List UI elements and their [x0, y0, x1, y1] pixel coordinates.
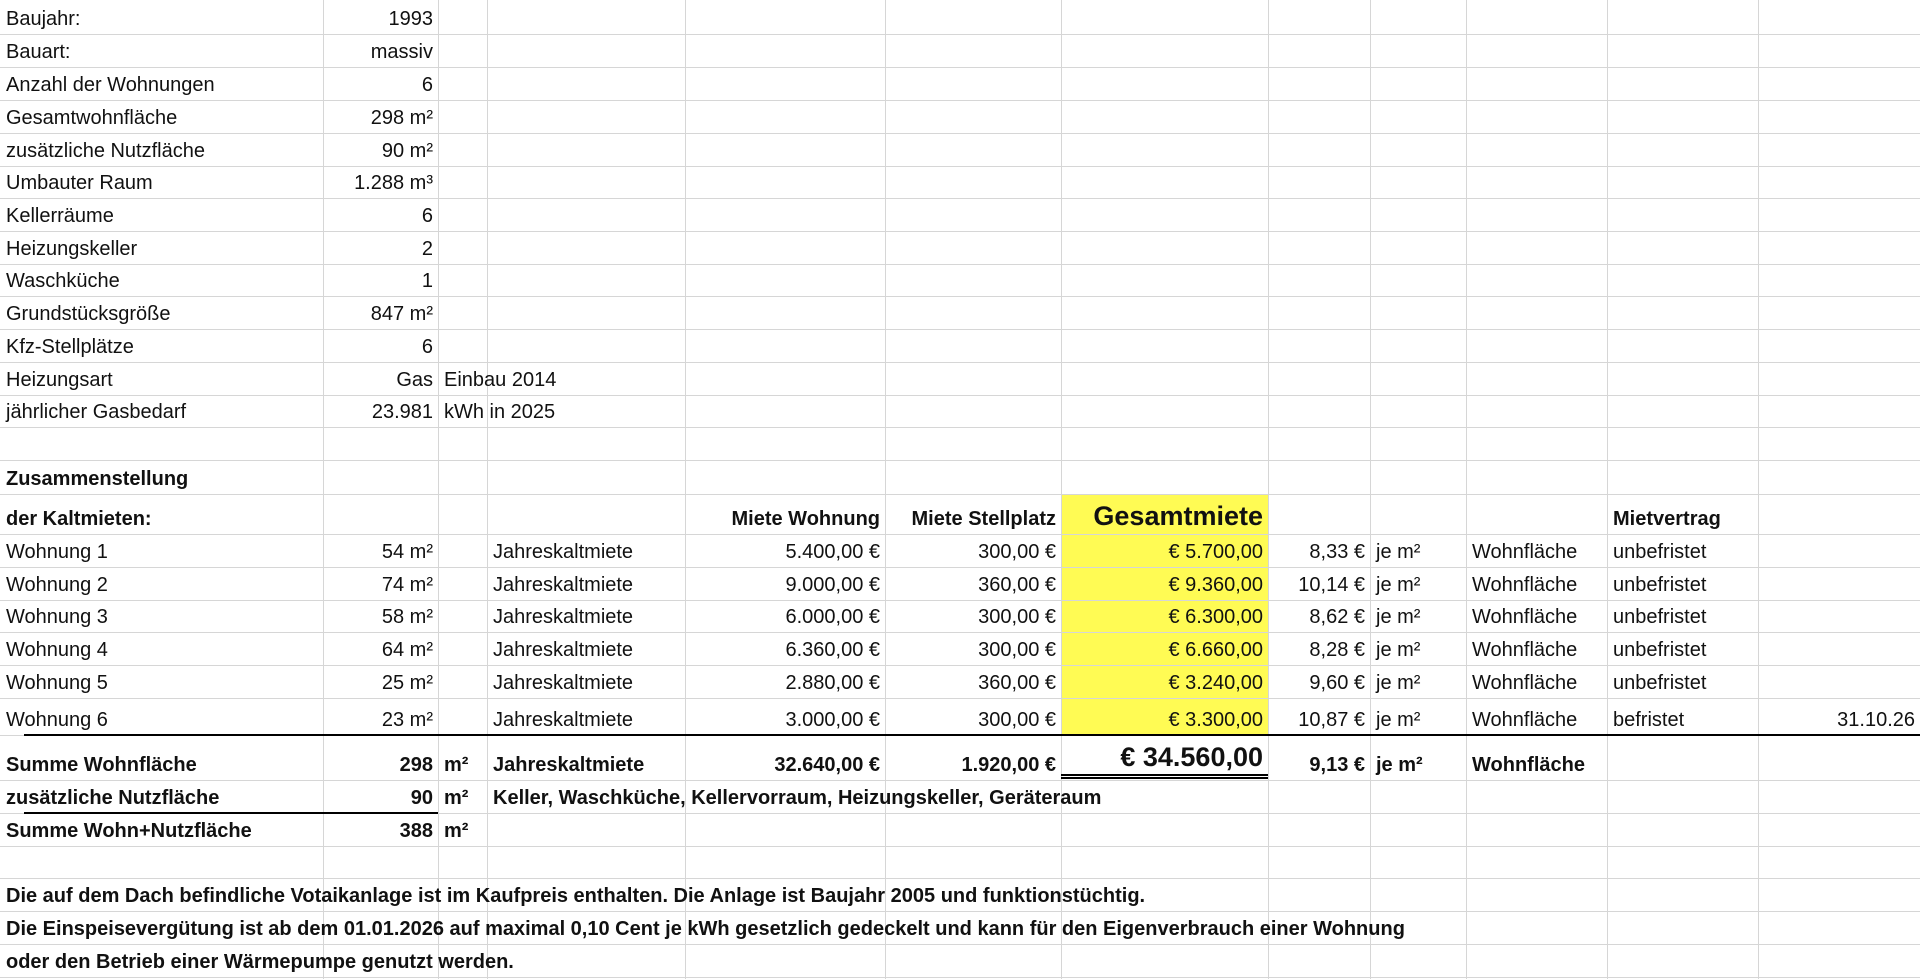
property-label: Grundstücksgröße — [6, 303, 171, 325]
grid-row-line — [0, 427, 1920, 428]
unit-per-sqm: 8,33 € — [1309, 541, 1365, 563]
grid-column-line — [1268, 0, 1269, 979]
unit-area: 64 m² — [381, 639, 433, 661]
unit-rent: 6.360,00 € — [785, 639, 880, 661]
unit-total: € 5.700,00 — [1168, 541, 1263, 563]
property-value: 90 m² — [381, 140, 433, 162]
grid-row-line — [0, 780, 1920, 781]
property-label: Baujahr: — [6, 8, 81, 30]
unit-per-sqm: 10,87 € — [1298, 709, 1365, 731]
grid-row-line — [0, 698, 1920, 699]
unit-rent: 2.880,00 € — [785, 672, 880, 694]
property-label: Kfz-Stellplätze — [6, 336, 134, 358]
unit-end-date: 31.10.26 — [1837, 709, 1915, 731]
totals-separator-line — [24, 734, 1920, 736]
summary-subtitle: der Kaltmieten: — [6, 508, 152, 530]
unit-total: € 6.300,00 — [1168, 606, 1263, 628]
property-value: massiv — [370, 41, 433, 63]
grid-row-line — [0, 494, 1920, 495]
property-value: 847 m² — [370, 303, 433, 325]
combined-area-label: Summe Wohn+Nutzfläche — [6, 820, 252, 842]
unit-contract: unbefristet — [1613, 606, 1707, 628]
extra-area-description: Keller, Waschküche, Kellervorraum, Heizungskeller, Geräteraum — [493, 787, 1102, 809]
unit-contract: unbefristet — [1613, 672, 1707, 694]
grid-row-line — [0, 395, 1920, 396]
property-value: 6 — [421, 74, 433, 96]
unit-rent: 5.400,00 € — [785, 541, 880, 563]
totals-basis: Wohnfläche — [1472, 754, 1585, 776]
unit-parking: 300,00 € — [978, 639, 1056, 661]
grid-column-line — [438, 0, 439, 979]
grid-row-line — [0, 100, 1920, 101]
grid-row-line — [0, 567, 1920, 568]
extra-area-unit: m² — [444, 787, 469, 809]
property-label: jährlicher Gasbedarf — [6, 401, 187, 423]
unit-parking: 300,00 € — [978, 606, 1056, 628]
grid-row-line — [0, 34, 1920, 35]
totals-area-unit: m² — [444, 754, 469, 776]
unit-basis: Wohnfläche — [1472, 606, 1578, 628]
property-label: Waschküche — [6, 270, 120, 292]
combined-separator-line — [24, 812, 438, 814]
unit-basis: Wohnfläche — [1472, 541, 1578, 563]
grid-row-line — [0, 166, 1920, 167]
totals-area: 298 — [399, 754, 433, 776]
property-value: 1993 — [388, 8, 433, 30]
unit-per-sqm-unit: je m² — [1376, 541, 1421, 563]
combined-area-value: 388 — [399, 820, 433, 842]
property-value: 1.288 m³ — [354, 172, 433, 194]
unit-per-sqm: 8,28 € — [1309, 639, 1365, 661]
unit-per-sqm-unit: je m² — [1376, 672, 1421, 694]
unit-total: € 6.660,00 — [1168, 639, 1263, 661]
totals-parking: 1.920,00 € — [961, 754, 1056, 776]
unit-per-sqm: 9,60 € — [1309, 672, 1365, 694]
summary-title: Zusammenstellung — [6, 468, 189, 490]
totals-per-sqm: 9,13 € — [1309, 754, 1365, 776]
property-label: Anzahl der Wohnungen — [6, 74, 215, 96]
header-miete-wohnung: Miete Wohnung — [731, 508, 880, 530]
totals-total: € 34.560,00 — [1120, 742, 1263, 772]
unit-area: 23 m² — [381, 709, 433, 731]
combined-area-unit: m² — [444, 820, 469, 842]
unit-total: € 3.240,00 — [1168, 672, 1263, 694]
property-label: Bauart: — [6, 41, 71, 63]
unit-name: Wohnung 5 — [6, 672, 108, 694]
unit-rent-type: Jahreskaltmiete — [493, 672, 634, 694]
grid-row-line — [0, 296, 1920, 297]
grid-row-line — [0, 911, 1920, 912]
grid-column-line — [1370, 0, 1371, 979]
totals-per-sqm-unit: je m² — [1376, 754, 1423, 776]
unit-per-sqm-unit: je m² — [1376, 709, 1421, 731]
unit-per-sqm-unit: je m² — [1376, 639, 1421, 661]
property-value: 298 m² — [370, 107, 433, 129]
grid-column-line — [487, 0, 488, 979]
unit-basis: Wohnfläche — [1472, 574, 1578, 596]
unit-contract: befristet — [1613, 709, 1685, 731]
header-gesamtmiete: Gesamtmiete — [1093, 501, 1263, 531]
totals-rent: 32.640,00 € — [774, 754, 880, 776]
unit-name: Wohnung 1 — [6, 541, 108, 563]
unit-rent-type: Jahreskaltmiete — [493, 606, 634, 628]
grid-row-line — [0, 198, 1920, 199]
property-label: zusätzliche Nutzfläche — [6, 140, 205, 162]
unit-parking: 360,00 € — [978, 672, 1056, 694]
totals-label: Summe Wohnfläche — [6, 754, 197, 776]
unit-name: Wohnung 3 — [6, 606, 108, 628]
grid-row-line — [0, 329, 1920, 330]
property-label: Umbauter Raum — [6, 172, 153, 194]
unit-rent: 9.000,00 € — [785, 574, 880, 596]
unit-basis: Wohnfläche — [1472, 672, 1578, 694]
unit-name: Wohnung 4 — [6, 639, 108, 661]
grid-row-line — [0, 665, 1920, 666]
note-line: oder den Betrieb einer Wärmepumpe genutzt werden. — [6, 951, 514, 973]
unit-per-sqm-unit: je m² — [1376, 606, 1421, 628]
property-label: Heizungskeller — [6, 238, 138, 260]
grid-column-line — [885, 0, 886, 979]
unit-rent-type: Jahreskaltmiete — [493, 709, 634, 731]
property-value: 1 — [421, 270, 433, 292]
grid-row-line — [0, 231, 1920, 232]
unit-rent-type: Jahreskaltmiete — [493, 574, 634, 596]
unit-rent: 3.000,00 € — [785, 709, 880, 731]
grid-row-line — [0, 67, 1920, 68]
grid-row-line — [0, 600, 1920, 601]
unit-parking: 360,00 € — [978, 574, 1056, 596]
totals-rent-type: Jahreskaltmiete — [493, 754, 645, 776]
grid-row-line — [0, 878, 1920, 879]
property-value: 6 — [421, 336, 433, 358]
unit-per-sqm: 10,14 € — [1298, 574, 1365, 596]
property-label: Kellerräume — [6, 205, 114, 227]
note-line: Die auf dem Dach befindliche Votaikanlage ist im Kaufpreis enthalten. Die Anlage ist Baujahr 2005 und funktionstüchtig. — [6, 885, 1146, 907]
unit-contract: unbefristet — [1613, 541, 1707, 563]
grid-row-line — [0, 362, 1920, 363]
property-value: 6 — [421, 205, 433, 227]
header-miete-stellplatz: Miete Stellplatz — [911, 508, 1056, 530]
unit-parking: 300,00 € — [978, 709, 1056, 731]
property-extra: kWh in 2025 — [444, 401, 556, 423]
unit-rent-type: Jahreskaltmiete — [493, 541, 634, 563]
unit-basis: Wohnfläche — [1472, 709, 1578, 731]
property-label: Gesamtwohnfläche — [6, 107, 178, 129]
grid-column-line — [1758, 0, 1759, 979]
unit-area: 58 m² — [381, 606, 433, 628]
grand-total-double-underline — [1061, 774, 1268, 779]
grid-row-line — [0, 944, 1920, 945]
unit-area: 74 m² — [381, 574, 433, 596]
unit-area: 25 m² — [381, 672, 433, 694]
extra-area-label: zusätzliche Nutzfläche — [6, 787, 220, 809]
grid-column-line — [1607, 0, 1608, 979]
unit-name: Wohnung 6 — [6, 709, 108, 731]
unit-total: € 9.360,00 — [1168, 574, 1263, 596]
grid-column-line — [1466, 0, 1467, 979]
property-value: 23.981 — [371, 401, 433, 423]
header-mietvertrag: Mietvertrag — [1613, 508, 1721, 530]
extra-area-value: 90 — [410, 787, 433, 809]
grid-column-line — [685, 0, 686, 979]
property-value: 2 — [421, 238, 433, 260]
unit-rent: 6.000,00 € — [785, 606, 880, 628]
grid-column-line — [1061, 0, 1062, 979]
property-extra: Einbau 2014 — [444, 369, 557, 391]
unit-name: Wohnung 2 — [6, 574, 108, 596]
property-value: Gas — [396, 369, 433, 391]
grid-row-line — [0, 133, 1920, 134]
unit-rent-type: Jahreskaltmiete — [493, 639, 634, 661]
unit-area: 54 m² — [381, 541, 433, 563]
unit-parking: 300,00 € — [978, 541, 1056, 563]
note-line: Die Einspeisevergütung ist ab dem 01.01.2026 auf maximal 0,10 Cent je kWh gesetzlich gedeckelt und kann für den Eigenverbrauch einer Wohnung — [6, 918, 1405, 940]
unit-contract: unbefristet — [1613, 639, 1707, 661]
unit-per-sqm-unit: je m² — [1376, 574, 1421, 596]
grid-row-line — [0, 264, 1920, 265]
grid-row-line — [0, 460, 1920, 461]
unit-contract: unbefristet — [1613, 574, 1707, 596]
grid-row-line — [0, 534, 1920, 535]
grid-row-line — [0, 632, 1920, 633]
grid-row-line — [0, 846, 1920, 847]
unit-per-sqm: 8,62 € — [1309, 606, 1365, 628]
property-label: Heizungsart — [6, 369, 113, 391]
unit-total: € 3.300,00 — [1168, 709, 1263, 731]
grid-row-line — [0, 977, 1920, 978]
unit-basis: Wohnfläche — [1472, 639, 1578, 661]
